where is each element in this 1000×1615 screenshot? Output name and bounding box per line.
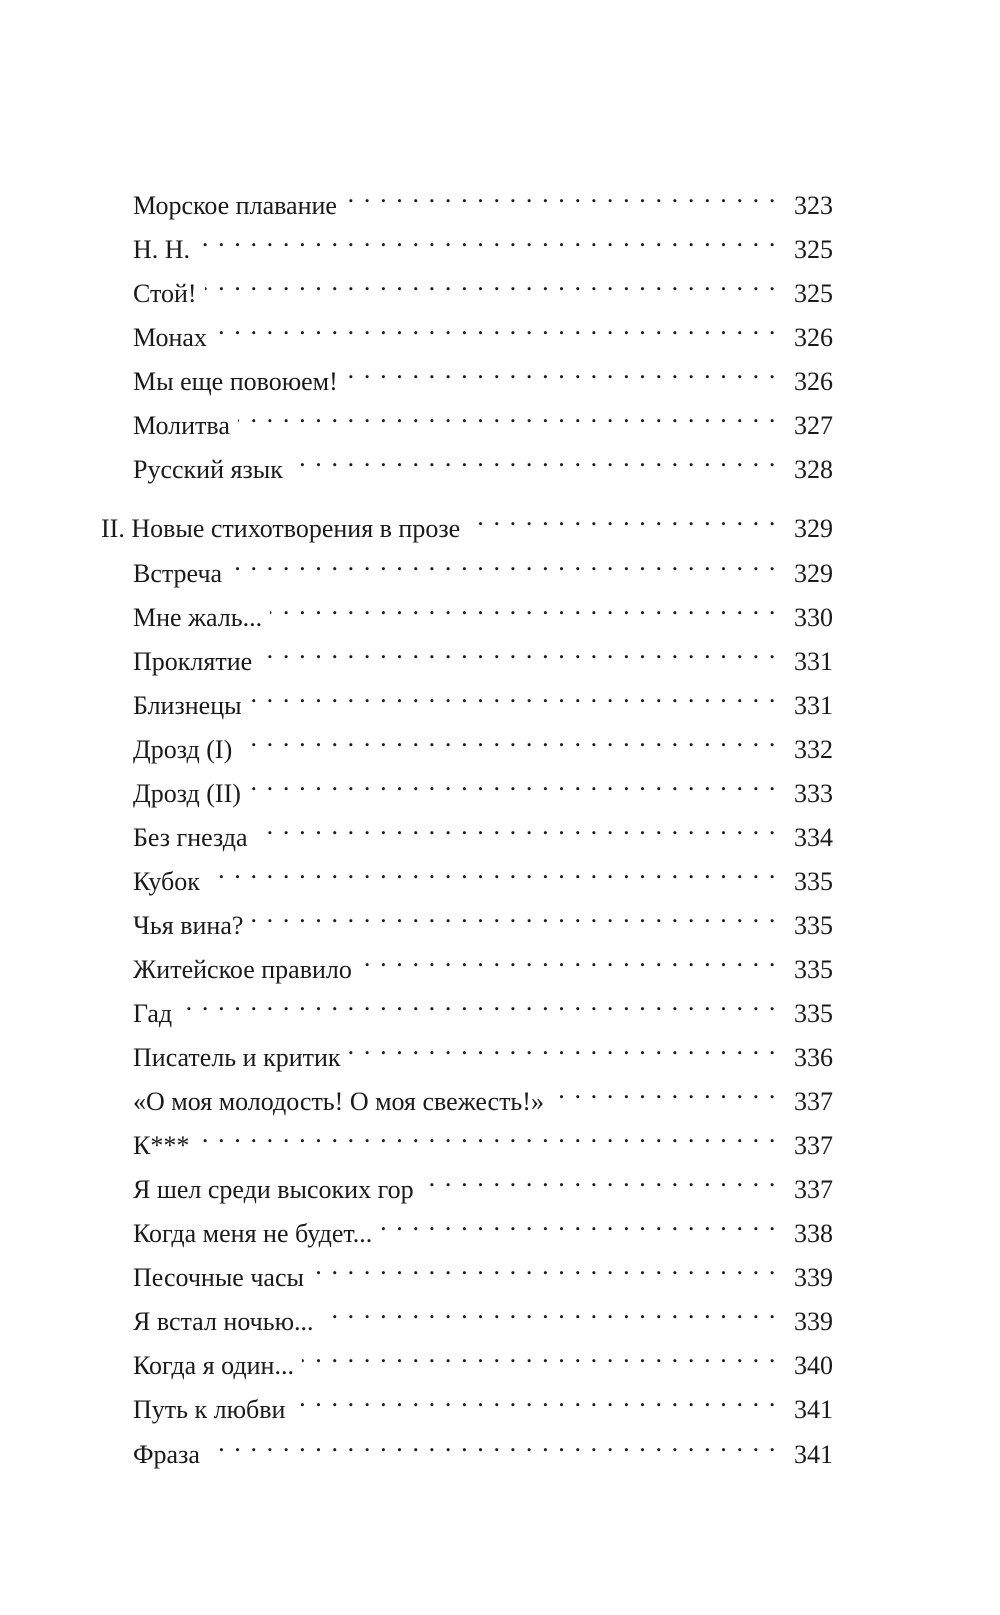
- toc-entry: [133, 894, 833, 940]
- toc-entry: [133, 982, 833, 1028]
- dot-leader: [249, 762, 777, 802]
- entry-page: 341: [794, 1395, 833, 1424]
- entry-title: Путь к любви: [133, 1395, 286, 1424]
- dot-leader: [346, 350, 777, 390]
- entry-page: 331: [794, 691, 833, 720]
- entry-title: Житейское правило: [133, 955, 352, 984]
- entry-title: Молитва: [133, 411, 230, 440]
- entry-title: Монах: [133, 323, 207, 352]
- entry-title: Фраза: [133, 1440, 200, 1469]
- entry-page: 326: [794, 323, 833, 352]
- toc-entry: [133, 1246, 833, 1292]
- entry-title: Кубок: [133, 867, 200, 896]
- entry-page: 333: [794, 779, 833, 808]
- dot-leader: [205, 262, 777, 302]
- entry-page: 335: [794, 911, 833, 940]
- entry-title: Без гнезда: [133, 823, 248, 852]
- entry-page: 329: [794, 559, 833, 588]
- entry-title: Русский язык: [133, 455, 283, 484]
- dot-leader: [293, 1378, 777, 1418]
- dot-leader: [349, 1026, 777, 1066]
- dot-leader: [552, 1070, 777, 1110]
- entry-title: Стой!: [133, 279, 197, 308]
- dot-leader: [208, 850, 777, 890]
- entry-page: 325: [794, 235, 833, 264]
- toc-entry: [133, 762, 833, 808]
- dot-leader: [360, 938, 777, 978]
- dot-leader: [251, 894, 777, 934]
- dot-leader: [198, 218, 777, 258]
- entry-page: 339: [794, 1307, 833, 1336]
- entry-title: «О моя молодость! О моя свежесть!»: [133, 1087, 544, 1116]
- section-heading: [101, 497, 833, 543]
- entry-title: К***: [133, 1131, 190, 1160]
- toc-entry: [133, 174, 833, 220]
- entry-page: 337: [794, 1131, 833, 1160]
- toc-entry: [133, 438, 833, 484]
- dot-leader: [240, 718, 777, 758]
- entry-title: Встреча: [133, 559, 223, 588]
- toc-entry: [133, 1114, 833, 1160]
- toc-entry: [133, 1423, 833, 1469]
- entry-page: 341: [794, 1440, 833, 1469]
- dot-leader: [215, 306, 777, 346]
- entry-title: Мне жаль...: [133, 603, 263, 632]
- toc-entry: [133, 306, 833, 352]
- entry-title: Н. Н.: [133, 235, 191, 264]
- entry-title: Проклятие: [133, 647, 253, 676]
- toc-entry: [133, 586, 833, 632]
- toc-entry: [133, 718, 833, 764]
- entry-title: Дрозд (II): [133, 779, 241, 808]
- toc-entry: [133, 674, 833, 720]
- entry-title: Морское плавание: [133, 191, 337, 220]
- dot-leader: [230, 542, 777, 582]
- entry-page: 337: [794, 1175, 833, 1204]
- entry-page: 340: [794, 1351, 833, 1380]
- toc-entry: [133, 542, 833, 588]
- entry-page: 325: [794, 279, 833, 308]
- dot-leader: [180, 982, 777, 1022]
- entry-page: 338: [794, 1219, 833, 1248]
- toc-entry: [133, 1378, 833, 1424]
- entry-page: 335: [794, 867, 833, 896]
- entry-title: Когда я один...: [133, 1351, 294, 1380]
- entry-title: Когда меня не будет...: [133, 1219, 373, 1248]
- toc-entry: [133, 938, 833, 984]
- dot-leader: [380, 1202, 777, 1242]
- dot-leader: [238, 394, 777, 434]
- toc-entry: [133, 1290, 833, 1336]
- dot-leader: [260, 630, 777, 670]
- section-page: 329: [794, 514, 833, 543]
- entry-page: 337: [794, 1087, 833, 1116]
- dot-leader: [291, 438, 777, 478]
- toc-entry: [133, 394, 833, 440]
- entry-page: 327: [794, 411, 833, 440]
- dot-leader: [256, 806, 777, 846]
- dot-leader: [250, 674, 777, 714]
- entry-page: 334: [794, 823, 833, 852]
- dot-leader: [270, 586, 777, 626]
- entry-title: Писатель и критик: [133, 1043, 341, 1072]
- entry-title: Чья вина?: [133, 911, 244, 940]
- toc-entry: [133, 1158, 833, 1204]
- toc-entry: [133, 1334, 833, 1380]
- toc-entry: [133, 850, 833, 896]
- entry-title: Дрозд (I): [133, 735, 233, 764]
- dot-leader: [208, 1423, 777, 1463]
- dot-leader: [345, 174, 777, 214]
- entry-title: Песочные часы: [133, 1263, 304, 1292]
- entry-page: 328: [794, 455, 833, 484]
- entry-page: 326: [794, 367, 833, 396]
- section-title: II. Новые стихотворения в прозе: [101, 514, 461, 543]
- dot-leader: [422, 1158, 777, 1198]
- dot-leader: [322, 1290, 777, 1330]
- toc-entry: [133, 630, 833, 676]
- entry-title: Близнецы: [133, 691, 242, 720]
- toc-entry: [133, 1026, 833, 1072]
- entry-title: Я шел среди высоких гор: [133, 1175, 414, 1204]
- entry-page: 323: [794, 191, 833, 220]
- entry-title: Я встал ночью...: [133, 1307, 314, 1336]
- entry-page: 331: [794, 647, 833, 676]
- toc-entry: [133, 262, 833, 308]
- toc-entry: [133, 218, 833, 264]
- toc-entry: [133, 806, 833, 852]
- entry-page: 335: [794, 999, 833, 1028]
- toc-entry: [133, 1070, 833, 1116]
- entry-title: Мы еще повоюем!: [133, 367, 338, 396]
- entry-page: 335: [794, 955, 833, 984]
- entry-page: 332: [794, 735, 833, 764]
- dot-leader: [302, 1334, 777, 1374]
- toc-entry: [133, 1202, 833, 1248]
- entry-page: 339: [794, 1263, 833, 1292]
- dot-leader: [312, 1246, 777, 1286]
- entry-title: Гад: [133, 999, 173, 1028]
- entry-page: 336: [794, 1043, 833, 1072]
- dot-leader: [468, 497, 777, 537]
- dot-leader: [197, 1114, 777, 1154]
- toc-entry: [133, 350, 833, 396]
- entry-page: 330: [794, 603, 833, 632]
